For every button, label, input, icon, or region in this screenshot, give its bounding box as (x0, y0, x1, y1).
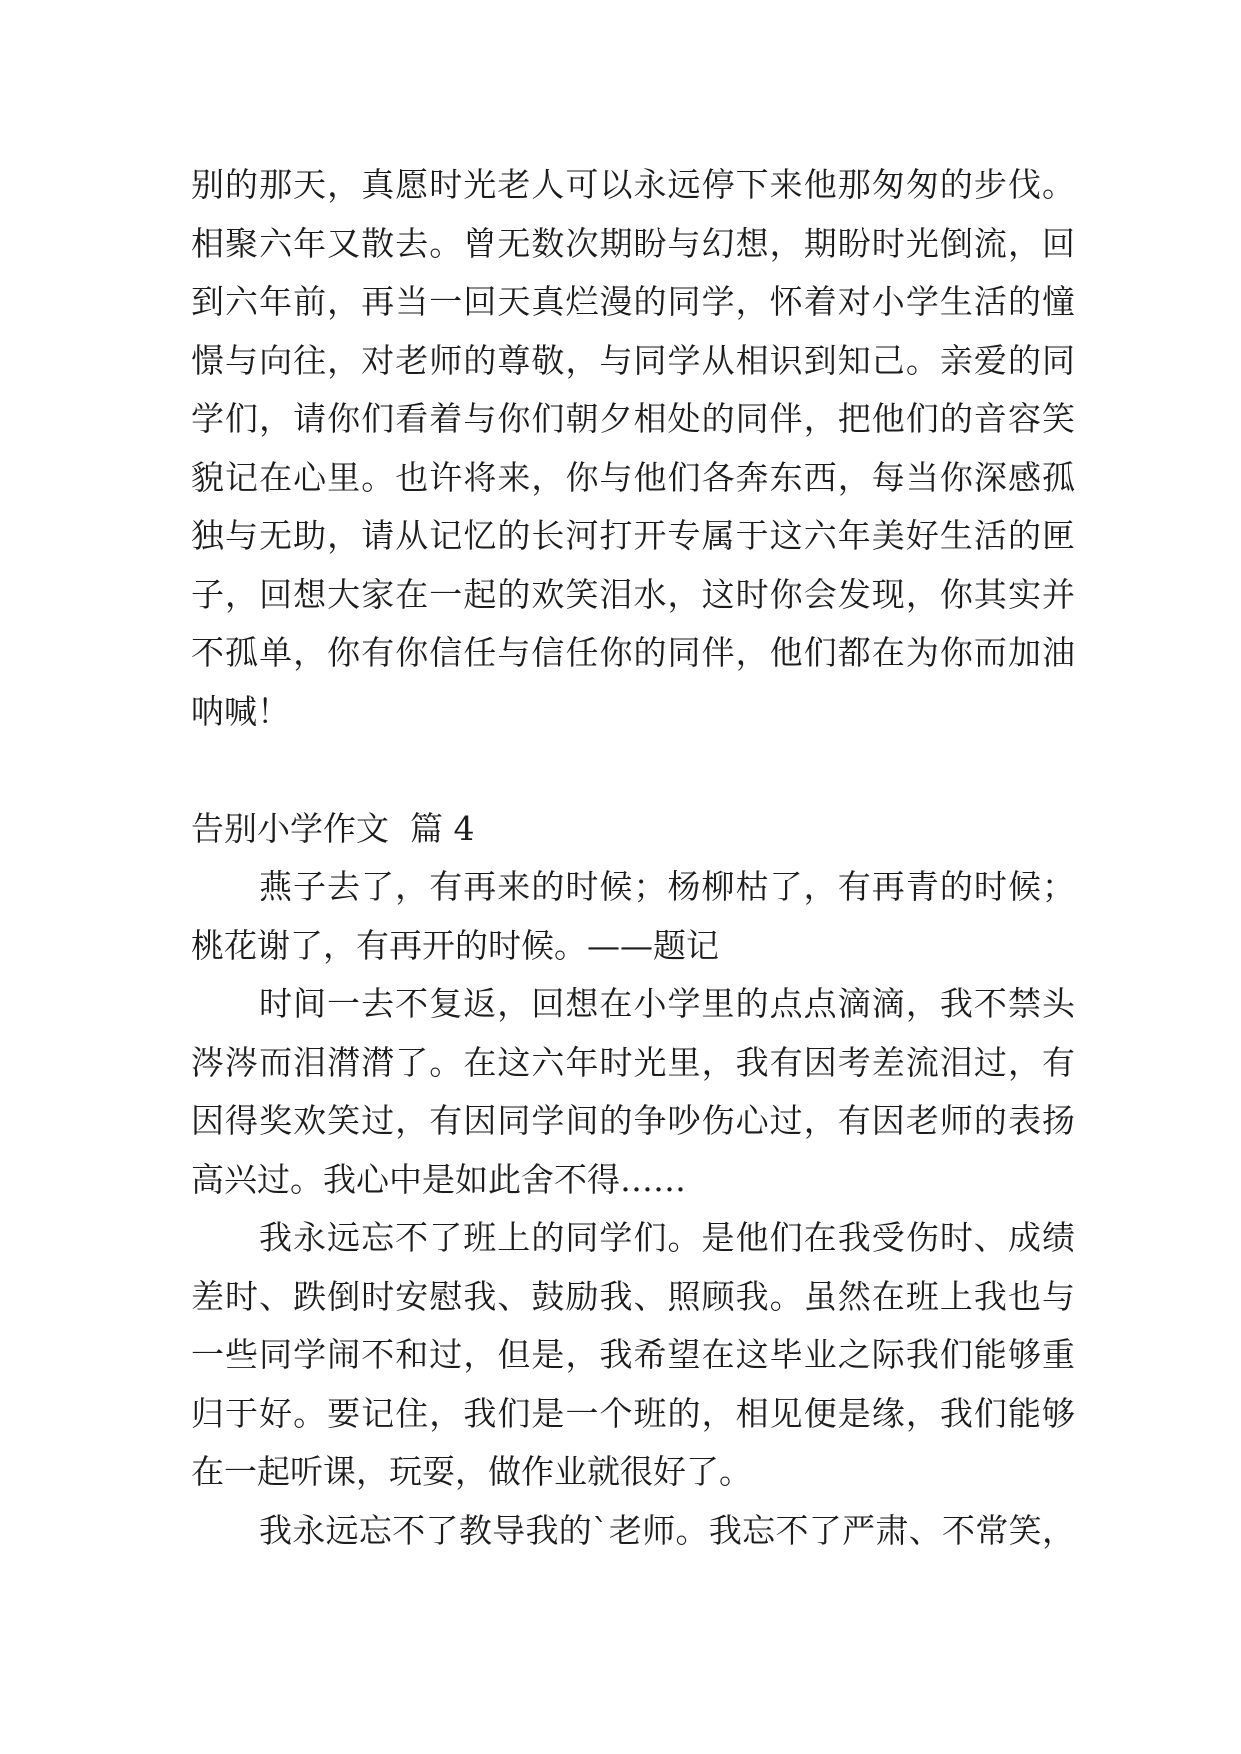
paragraph-line: 不孤单，你有你信任与信任你的同伴，他们都在为你而加油 (191, 633, 1075, 672)
section-heading: 告别小学作文 篇 4 (191, 808, 475, 848)
paragraph-line: 燕子去了，有再来的时候；杨柳枯了，有再青的时候； (258, 867, 1075, 906)
paragraph-line: 独与无助，请从记忆的长河打开专属于这六年美好生活的匣 (191, 516, 1075, 555)
paragraph-line: 我永远忘不了班上的同学们。是他们在我受伤时、成绩 (258, 1218, 1075, 1257)
paragraph-line: 一些同学闹不和过，但是，我希望在这毕业之际我们能够重 (191, 1335, 1075, 1374)
paragraph-line: 憬与向往，对老师的尊敬，与同学从相识到知己。亲爱的同 (191, 340, 1075, 380)
paragraph-line: 貌记在心里。也许将来，你与他们各奔东西，每当你深感孤 (191, 457, 1075, 497)
document-body (191, 156, 1075, 1560)
paragraph-line: 高兴过。我心中是如此舍不得…… (191, 1159, 686, 1199)
blank-line (191, 741, 1075, 800)
paragraph-line: 到六年前，再当一回天真烂漫的同学，怀着对小学生活的憧 (191, 282, 1075, 321)
paragraph (191, 858, 1075, 975)
paragraph-line: 子，回想大家在一起的欢笑泪水，这时你会发现，你其实并 (191, 574, 1075, 614)
paragraph (191, 156, 1075, 741)
paragraph-line: 涔涔而泪潸潸了。在这六年时光里，我有因考差流泪过，有 (191, 1042, 1075, 1082)
paragraph (191, 1502, 1075, 1561)
paragraph (191, 975, 1075, 1209)
paragraph-line: 学们，请你们看着与你们朝夕相处的同伴，把他们的音容笑 (191, 399, 1075, 438)
paragraph-line: 归于好。要记住，我们是一个班的，相见便是缘，我们能够 (191, 1393, 1075, 1433)
paragraph-line: 桃花谢了，有再开的时候。——题记 (191, 925, 719, 965)
paragraph-line: 呐喊！ (191, 691, 290, 731)
paragraph-line: 相聚六年又散去。曾无数次期盼与幻想，期盼时光倒流，回 (191, 223, 1075, 263)
paragraph-line: 别的那天，真愿时光老人可以永远停下来他那匆匆的步伐。 (191, 165, 1075, 204)
paragraph-line: 时间一去不复返，回想在小学里的点点滴滴，我不禁头 (258, 984, 1075, 1023)
paragraph-line: 因得奖欢笑过，有因同学间的争吵伤心过，有因老师的表扬 (191, 1101, 1075, 1140)
paragraph-line: 我永远忘不了教导我的`老师。我忘不了严肃、不常笑， (258, 1510, 1075, 1550)
paragraph (191, 1209, 1075, 1502)
paragraph-line: 在一起听课，玩耍，做作业就很好了。 (191, 1452, 752, 1491)
paragraph-line: 差时、跌倒时安慰我、鼓励我、照顾我。虽然在班上我也与 (191, 1276, 1075, 1316)
